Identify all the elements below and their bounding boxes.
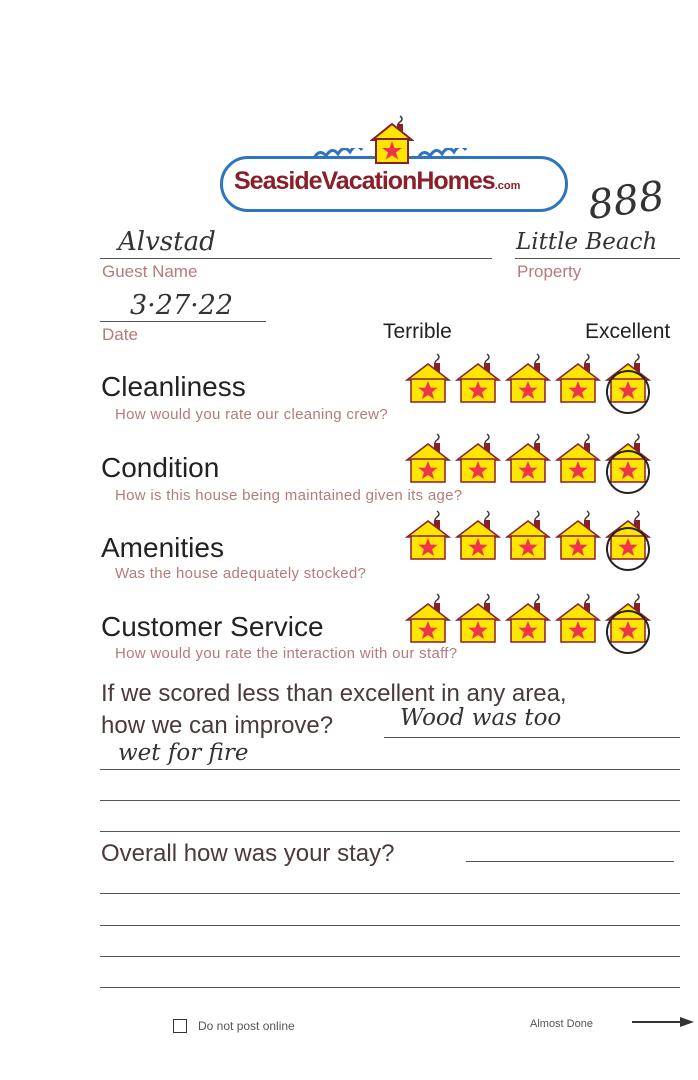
house-star-icon[interactable] xyxy=(454,509,502,561)
rating-scale xyxy=(404,352,652,404)
improve-answer-line2: wet for fire xyxy=(118,740,249,766)
house-star-icon[interactable] xyxy=(404,592,452,644)
property-line xyxy=(515,258,680,259)
guest-name-value: Alvstad xyxy=(118,227,216,257)
date-label: Date xyxy=(102,325,138,344)
rating-title: Amenities xyxy=(101,532,224,563)
do-not-post-label: Do not post online xyxy=(198,1019,295,1033)
writing-line xyxy=(100,831,680,832)
rating-subtitle: How is this house being maintained given its age? xyxy=(115,487,463,504)
rating-subtitle: How would you rate the interaction with our staff? xyxy=(115,645,458,662)
house-star-icon[interactable] xyxy=(554,592,602,644)
brand-name: SeasideVacationHomes.com xyxy=(234,167,521,195)
house-star-icon[interactable] xyxy=(454,432,502,484)
date-value: 3·27·22 xyxy=(130,290,234,321)
house-star-icon[interactable] xyxy=(604,432,652,484)
rating-title: Condition xyxy=(101,452,220,483)
house-star-icon[interactable] xyxy=(604,352,652,404)
house-star-icon[interactable] xyxy=(454,592,502,644)
writing-line xyxy=(100,925,680,926)
property-value: Little Beach xyxy=(516,229,658,255)
improve-question-line1: If we scored less than excellent in any area, xyxy=(101,680,567,707)
house-star-icon[interactable] xyxy=(504,352,552,404)
unit-number: 888 xyxy=(585,172,668,230)
writing-line xyxy=(100,987,680,988)
house-star-icon[interactable] xyxy=(554,509,602,561)
house-star-icon[interactable] xyxy=(604,592,652,644)
improve-answer-line xyxy=(384,737,680,738)
writing-line xyxy=(100,893,680,894)
date-line xyxy=(100,321,266,322)
house-star-icon xyxy=(370,114,414,166)
scale-high-label: Excellent xyxy=(585,320,671,343)
do-not-post-checkbox[interactable] xyxy=(173,1019,187,1033)
rating-subtitle: Was the house adequately stocked? xyxy=(115,565,367,582)
brand-logo xyxy=(220,112,566,212)
rating-subtitle: How would you rate our cleaning crew? xyxy=(115,406,388,423)
rating-scale xyxy=(404,432,652,484)
writing-line xyxy=(100,800,680,801)
overall-question: Overall how was your stay? xyxy=(101,840,395,867)
property-label: Property xyxy=(517,262,582,281)
rating-title: Cleanliness xyxy=(101,371,246,402)
house-star-icon[interactable] xyxy=(504,432,552,484)
house-star-icon[interactable] xyxy=(554,432,602,484)
house-star-icon[interactable] xyxy=(554,352,602,404)
writing-line xyxy=(100,956,680,957)
overall-answer-line xyxy=(466,861,674,862)
rating-scale xyxy=(404,509,652,561)
house-star-icon[interactable] xyxy=(404,432,452,484)
scale-low-label: Terrible xyxy=(383,320,452,343)
rating-scale xyxy=(404,592,652,644)
house-star-icon[interactable] xyxy=(504,592,552,644)
house-star-icon[interactable] xyxy=(454,352,502,404)
house-star-icon[interactable] xyxy=(404,509,452,561)
house-star-icon[interactable] xyxy=(504,509,552,561)
rating-title: Customer Service xyxy=(101,611,324,642)
guest-name-label: Guest Name xyxy=(102,262,198,281)
arrow-right-icon xyxy=(632,1016,694,1028)
almost-done-label: Almost Done xyxy=(530,1018,593,1030)
writing-line xyxy=(100,769,680,770)
guest-name-line xyxy=(100,258,492,259)
house-star-icon[interactable] xyxy=(404,352,452,404)
improve-answer-line1: Wood was too xyxy=(400,705,562,731)
house-star-icon[interactable] xyxy=(604,509,652,561)
improve-question-line2: how we can improve? xyxy=(101,712,334,739)
